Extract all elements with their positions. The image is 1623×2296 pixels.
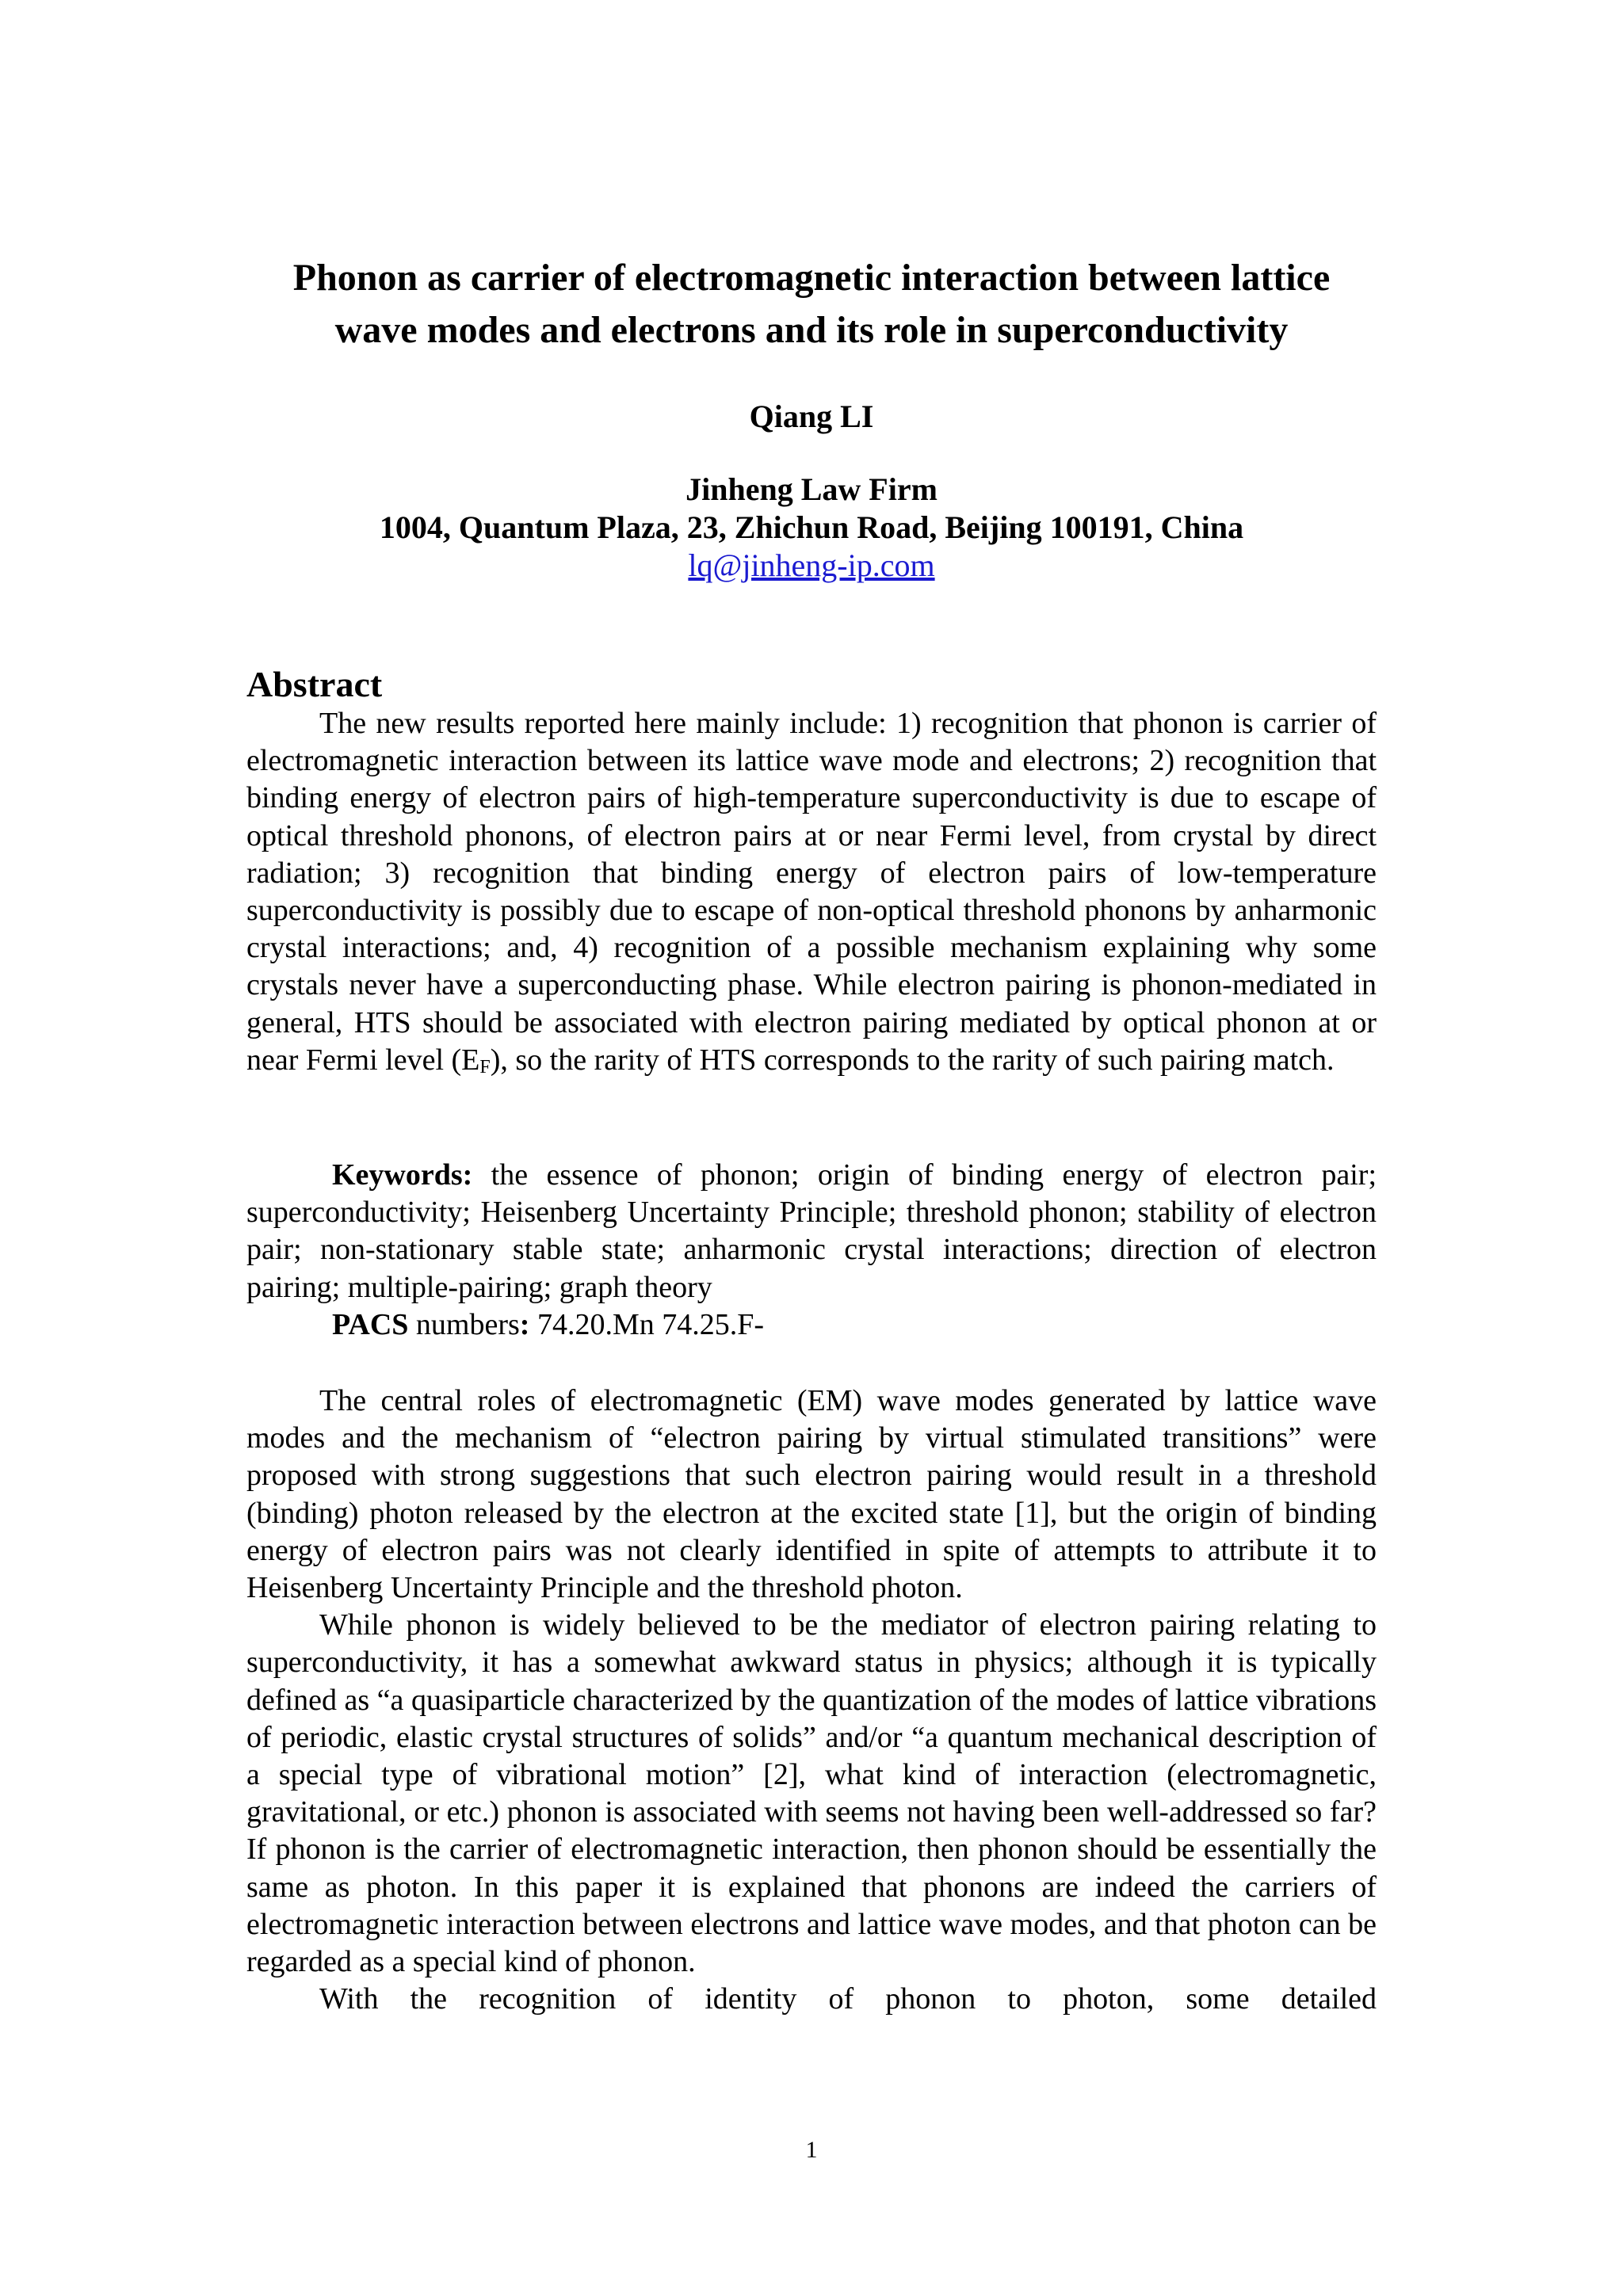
pacs-label: PACS (332, 1307, 409, 1341)
pacs-numbers: 74.20.Mn 74.25.F- (529, 1307, 765, 1341)
body-paragraph-2: While phonon is widely believed to be the mediator of electron pairing relating to superconductivity, it has a somewhat awkward status in physics; although it is typically defined as “a quasiparticle characterized by the quantization of the modes of lattice vibrations of periodic, elastic crystal structures of solids” and/or “a quantum mechanical description of a special type of vibrational motion” [2], what kind of interaction (electromagnetic, gravitational, or etc.) phonon is associated with seems not having been well-addressed so far? If phonon is the carrier of electromagnetic interaction, then phonon should be essentially the same as photon. In this paper it is explained that phonons are indeed the carriers of electromagnetic interaction between electrons and lattice wave modes, and that photon can be regarded as a special kind of phonon. (246, 1608, 1377, 1979)
main-body (246, 1383, 1377, 2018)
pacs-label-mid: numbers (408, 1307, 520, 1341)
keywords-label: Keywords: (332, 1158, 473, 1192)
abstract-text-part1: The new results reported here mainly include: 1) recognition that phonon is carrier of electromagnetic interaction between its lattice wave mode and electrons; 2) recognition that binding energy of electron pairs of high-temperature superconductivity is due to escape of optical threshold phonons, of electron pairs at or near Fermi level, from crystal by direct radiation; 3) recognition that binding energy of electron pairs of low-temperature superconductivity is possibly due to escape of non-optical threshold phonons by anharmonic crystal interactions; and, 4) recognition of a possible mechanism explaining why some crystals never have a superconducting phase. While electron pairing is phonon-mediated in general, HTS should be associated with electron pairing mediated by optical phonon at or near Fermi level (E (246, 707, 1377, 1077)
fermi-subscript: F (479, 1056, 491, 1077)
keywords-paragraph (246, 1157, 1377, 1306)
body-paragraph-1: The central roles of electromagnetic (EM) wave modes generated by lattice wave modes and the mechanism of “electron pairing by virtual stimulated transitions” were proposed with strong suggestions that such electron pairing would result in a threshold (binding) photon released by the electron at the excited state [1], but the origin of binding energy of electron pairs was not clearly identified in spite of attempts to attribute it to Heisenberg Uncertainty Principle and the threshold photon. (246, 1384, 1377, 1605)
affiliation-address: 1004, Quantum Plaza, 23, Zhichun Road, Beijing 100191, China (379, 509, 1244, 545)
page-number: 1 (805, 2137, 818, 2163)
body-paragraph-3: With the recognition of identity of phonon to photon, some detailed (319, 1982, 1377, 2016)
abstract-text-part2: ), so the rarity of HTS corresponds to the rarity of such pairing match. (490, 1043, 1335, 1077)
keywords-block (246, 1157, 1377, 1344)
affiliation-org: Jinheng Law Firm (685, 471, 938, 507)
abstract-text (246, 705, 1377, 1086)
abstract-heading: Abstract (246, 664, 383, 704)
title-line-2: wave modes and electrons and its role in superconductivity (334, 309, 1289, 351)
paper-title (0, 252, 1623, 357)
pacs-colon: : (519, 1307, 530, 1341)
pacs-paragraph (246, 1306, 1377, 1344)
author-name: Qiang LI (749, 399, 874, 434)
title-line-1: Phonon as carrier of electromagnetic interaction between lattice (292, 257, 1331, 299)
author-email-link[interactable]: lq@jinheng-ip.com (688, 547, 935, 583)
keywords-text: the essence of phonon; origin of binding energy of electron pair; superconductivity; Heisenberg Uncertainty Principle; threshold phonon; stability of electron pair; non-stationary stable state; anharmonic crystal interactions; direction of electron pairing; multiple-pairing; graph theory (246, 1158, 1377, 1304)
abstract-body (246, 705, 1377, 1086)
affiliation-block (0, 471, 1623, 585)
